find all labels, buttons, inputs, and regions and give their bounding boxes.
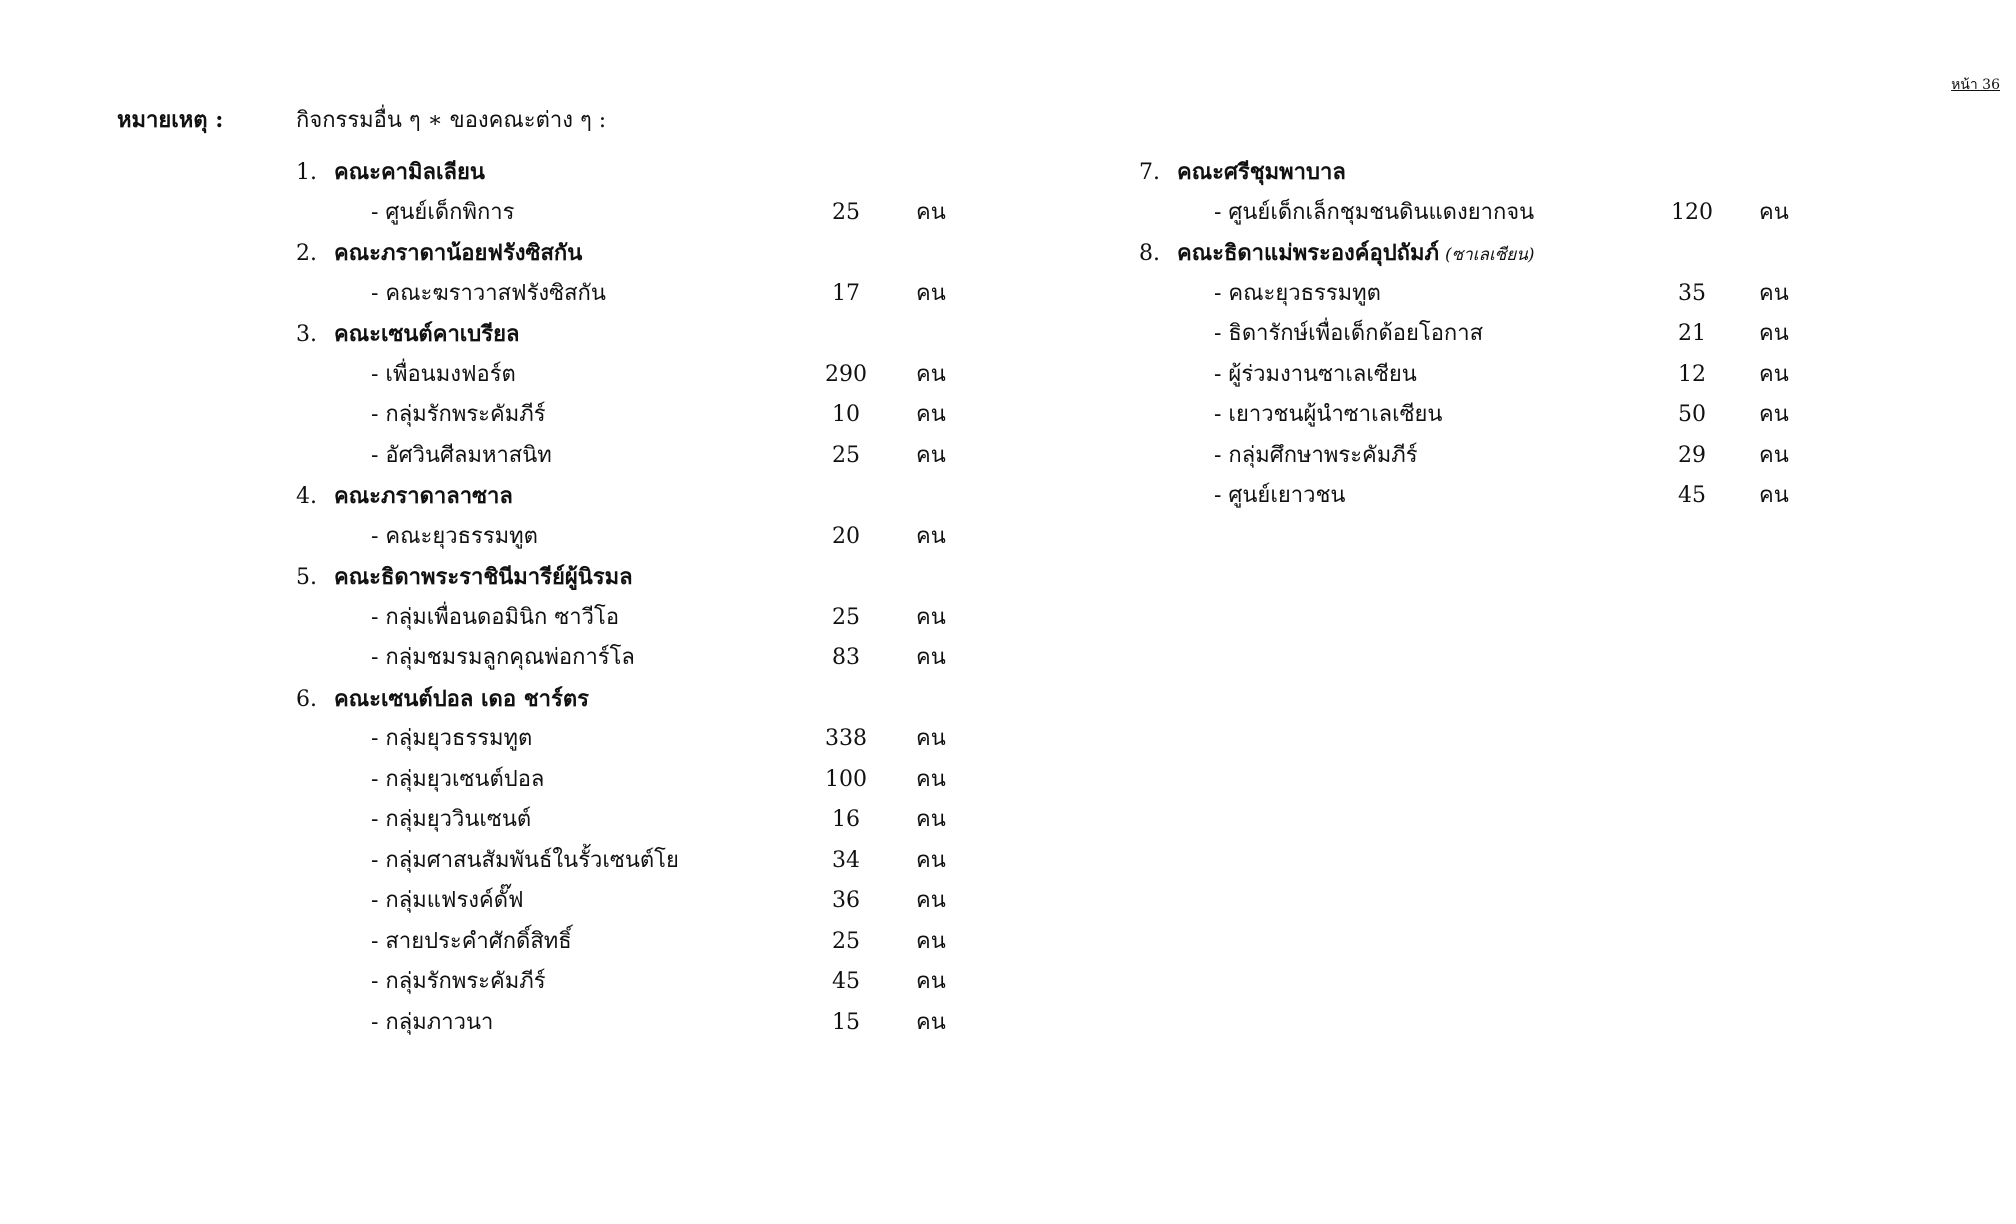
group-name: คณะธิดาพระราชินีมารีย์ผู้นิรมล [334, 564, 633, 590]
item-name: - เยาวชนผู้นำซาเลเซียน [1214, 402, 1443, 427]
group-heading [296, 314, 633, 355]
group-name: คณะเซนต์คาเบรียล [334, 321, 520, 347]
item-count: 25 [832, 604, 860, 630]
item-count: 15 [832, 1009, 860, 1035]
group-name: คณะธิดาแม่พระองค์อุปถัมภ์ [1177, 240, 1440, 266]
item-count: 36 [832, 888, 860, 913]
item-unit: คน [916, 969, 946, 994]
list-item [1139, 395, 1789, 436]
item-unit: คน [1759, 483, 1789, 508]
item-name: - ศูนย์เยาวชน [1214, 483, 1346, 508]
item-unit: คน [916, 361, 946, 387]
item-count: 100 [825, 766, 867, 792]
item-unit: คน [916, 766, 946, 792]
group-name: คณะภราดาน้อยฟรังซิสกัน [334, 240, 583, 266]
list-item [296, 355, 946, 396]
item-name: - กลุ่มยุวธรรมทูต [371, 726, 533, 751]
item-count: 120 [1671, 199, 1713, 225]
group-heading [1139, 152, 1535, 193]
group-heading [296, 152, 633, 193]
list-item [1139, 274, 1789, 315]
item-count: 34 [832, 847, 860, 873]
group-heading [296, 557, 633, 598]
list-item [296, 841, 946, 882]
list-item [296, 1003, 946, 1044]
note-intro: กิจกรรมอื่น ๆ ∗ ของคณะต่าง ๆ : [296, 108, 607, 133]
list-item [1139, 436, 1789, 477]
item-unit: คน [1759, 361, 1789, 387]
group-heading [296, 233, 633, 274]
item-unit: คน [1759, 280, 1789, 306]
list-item [296, 922, 946, 963]
item-name: - คณะฆราวาสฟรังซิสกัน [371, 280, 606, 306]
item-count: 10 [832, 402, 860, 427]
item-name: - กลุ่มชมรมลูกคุณพ่อการ์โล [371, 645, 635, 670]
item-count: 25 [832, 199, 860, 225]
list-item [296, 598, 946, 639]
list-item [296, 395, 946, 436]
item-name: - กลุ่มศาสนสัมพันธ์ในรั้วเซนต์โย [371, 847, 679, 873]
item-name: - กลุ่มศึกษาพระคัมภีร์ [1214, 442, 1418, 468]
item-unit: คน [1759, 442, 1789, 468]
item-name: - อัศวินศีลมหาสนิท [371, 442, 552, 468]
list-item [296, 436, 946, 477]
item-count: 83 [832, 645, 860, 670]
list-item [296, 962, 946, 1003]
list-item [296, 638, 946, 679]
item-unit: คน [1759, 199, 1789, 225]
item-name: - กลุ่มเพื่อนดอมินิก ซาวีโอ [371, 604, 620, 630]
item-name: - กลุ่มแฟรงค์ดั๊ฟ [371, 888, 524, 913]
item-name: - ผู้ร่วมงานซาเลเซียน [1214, 361, 1417, 387]
item-name: - ธิดารักษ์เพื่อเด็กด้อยโอกาส [1214, 321, 1484, 346]
item-count: 25 [832, 928, 860, 954]
group-name: คณะศรีชุมพาบาล [1177, 159, 1346, 185]
item-unit: คน [916, 807, 946, 832]
item-unit: คน [916, 442, 946, 468]
list-item [296, 517, 946, 558]
item-unit: คน [916, 1009, 946, 1035]
item-name: - กลุ่มยุวเซนต์ปอล [371, 766, 545, 792]
group-name: คณะคามิลเลียน [334, 159, 485, 185]
item-count: 338 [825, 726, 867, 751]
item-unit: คน [1759, 402, 1789, 427]
group-number: 5. [296, 565, 317, 590]
item-count: 35 [1678, 280, 1706, 306]
group-number: 2. [296, 241, 317, 266]
list-item [1139, 193, 1789, 234]
group-name: คณะภราดาลาซาล [334, 483, 513, 509]
group-number: 1. [296, 160, 317, 185]
list-item [296, 881, 946, 922]
item-name: - คณะยุวธรรมทูต [371, 523, 538, 549]
item-name: - กลุ่มยุววินเซนต์ [371, 807, 532, 832]
item-name: - กลุ่มรักพระคัมภีร์ [371, 402, 546, 427]
page-number: หน้า 36 [1951, 77, 2000, 93]
group-heading [296, 679, 633, 720]
group-name: คณะเซนต์ปอล เดอ ชาร์ตร [334, 685, 589, 712]
list-item [1139, 314, 1789, 355]
group-number: 8. [1139, 241, 1160, 266]
item-name: - เพื่อนมงฟอร์ต [371, 361, 516, 387]
right-column [1139, 152, 1789, 517]
item-count: 29 [1678, 442, 1706, 468]
item-unit: คน [916, 280, 946, 306]
left-column [296, 152, 946, 1043]
item-name: - ศูนย์เด็กพิการ [371, 199, 515, 225]
item-unit: คน [916, 199, 946, 225]
list-item [296, 800, 946, 841]
group-number: 6. [296, 686, 317, 712]
item-unit: คน [916, 726, 946, 751]
group-heading [296, 476, 633, 517]
item-name: - คณะยุวธรรมทูต [1214, 280, 1381, 306]
item-count: 16 [832, 807, 860, 832]
group-number: 4. [296, 484, 317, 509]
item-unit: คน [1759, 321, 1789, 346]
item-name: - กลุ่มภาวนา [371, 1009, 494, 1035]
group-heading [1139, 233, 1535, 274]
list-item [296, 719, 946, 760]
item-count: 25 [832, 442, 860, 468]
item-count: 45 [832, 969, 860, 994]
item-name: - ศูนย์เด็กเล็กชุมชนดินแดงยากจน [1214, 199, 1535, 225]
group-number: 3. [296, 322, 317, 347]
note-label: หมายเหตุ : [117, 107, 224, 133]
item-name: - กลุ่มรักพระคัมภีร์ [371, 969, 546, 994]
list-item [1139, 355, 1789, 396]
group-note: (ซาเลเซียน) [1445, 245, 1535, 265]
item-count: 12 [1678, 361, 1706, 387]
group-number: 7. [1139, 160, 1160, 185]
item-count: 21 [1678, 321, 1706, 346]
list-item [296, 760, 946, 801]
item-count: 17 [832, 280, 860, 306]
item-count: 20 [832, 523, 860, 549]
list-item [296, 274, 946, 315]
item-unit: คน [916, 928, 946, 954]
list-item [296, 193, 946, 234]
item-unit: คน [916, 888, 946, 913]
item-unit: คน [916, 402, 946, 427]
list-item [1139, 476, 1789, 517]
item-unit: คน [916, 523, 946, 549]
item-unit: คน [916, 645, 946, 670]
item-unit: คน [916, 847, 946, 873]
item-count: 45 [1678, 483, 1706, 508]
item-unit: คน [916, 604, 946, 630]
item-count: 50 [1678, 402, 1706, 427]
item-count: 290 [825, 361, 867, 387]
item-name: - สายประคำศักดิ์สิทธิ์ [371, 928, 572, 954]
